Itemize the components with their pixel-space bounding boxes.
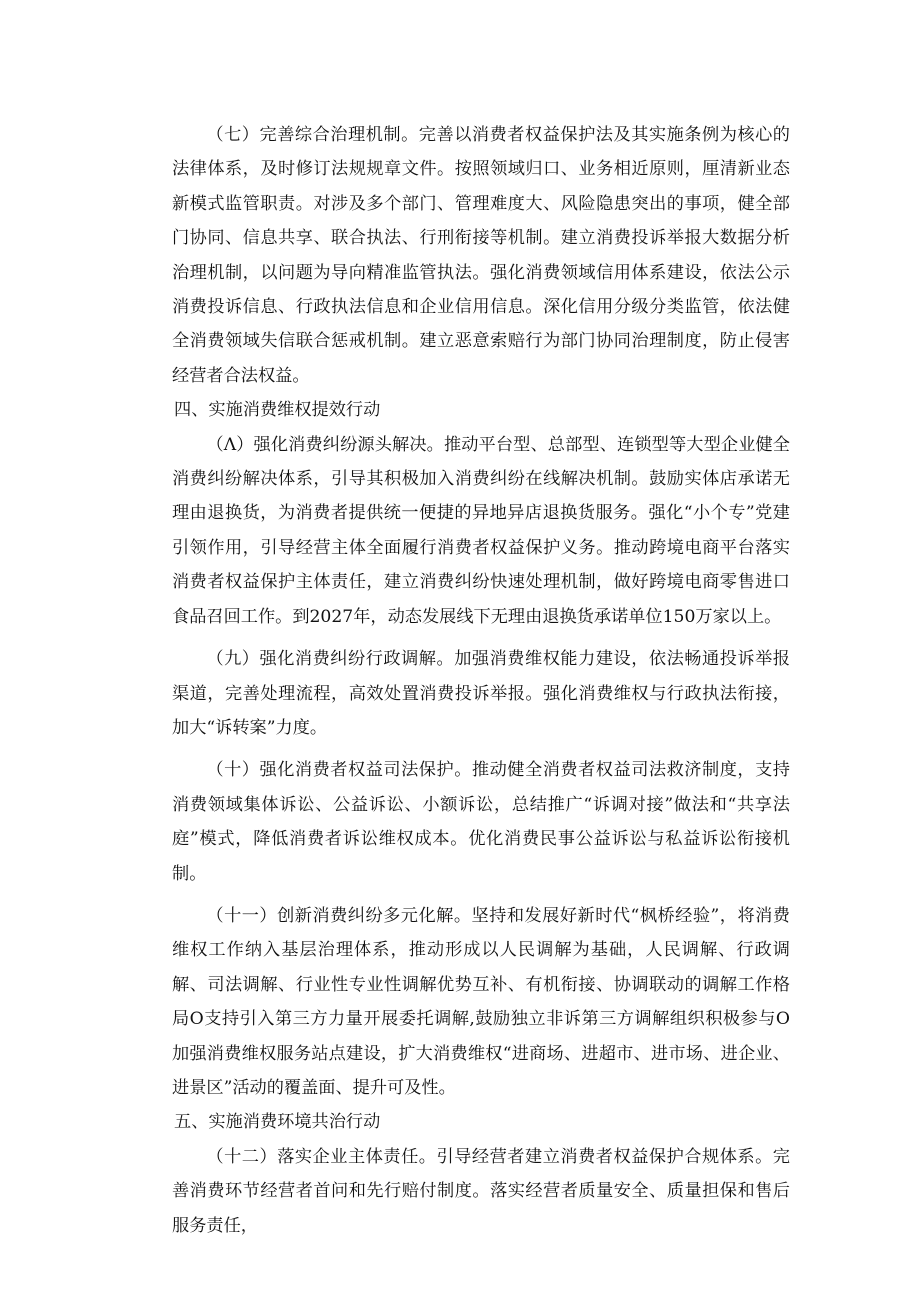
paragraph-8: （Λ）强化消费纠纷源头解决。推动平台型、总部型、连锁型等大型企业健全消费纠纷解决体系，引导其积极加入消费纠纷在线解决机制。鼓励实体店承诺无理由退换货，为消费者提供统一便捷的异地异店退换货服务。强化“小个专”党建引领作用，引导经营主体全面履行消费者权益保护义务。推动跨境电商平台落实消费者权益保护主体责任，建立消费纠纷快速处理机制，做好跨境电商零售进口食品召回工作。到2027年，动态发展线下无理由退换货承诺单位150万家以上。 [172, 434, 790, 627]
paragraph-12: （十二）落实企业主体责任。引导经营者建立消费者权益保护合规体系。完善消费环节经营者首问和先行赔付制度。落实经营者质量安全、质量担保和售后服务责任， [172, 1146, 790, 1236]
paragraph-11: （十一）创新消费纠纷多元化解。坚持和发展好新时代“枫桥经验”，将消费维权工作纳入基层治理体系，推动形成以人民调解为基础，人民调解、行政调解、司法调解、行业性专业性调解优势互补、有机衔接、协调联动的调解工作格局O支持引入第三方力量开展委托调解,鼓励独立非诉第三方调解组织积极参与O加强消费维权服务站点建设，扩大消费维权“进商场、进超市、进市场、进企业、进景区”活动的覆盖面、提升可及性。 [172, 905, 790, 1098]
paragraph-7: （七）完善综合治理机制。完善以消费者权益保护法及其实施条例为核心的法律体系，及时修订法规规章文件。按照领域归口、业务相近原则，厘清新业态新模式监管职责。对涉及多个部门、管理难度大、风险隐患突出的事项，健全部门协同、信息共享、联合执法、行刑衔接等机制。建立消费投诉举报大数据分析治理机制，以问题为导向精准监管执法。强化消费领域信用体系建设，依法公示消费投诉信息、行政执法信息和企业信用信息。深化信用分级分类监管，依法健全消费领域失信联合惩戒机制。建立恶意索赔行为部门协同治理制度，防止侵害经营者合法权益。 [172, 125, 790, 386]
paragraph-10: （十）强化消费者权益司法保护。推动健全消费者权益司法救济制度，支持消费领域集体诉讼、公益诉讼、小额诉讼，总结推广“诉调对接”做法和“共享法庭”模式，降低消费者诉讼维权成本。优化消费民事公益诉讼与私益诉讼衔接机制。 [172, 760, 790, 884]
section-heading-4: 四、实施消费维权提效行动 [174, 400, 381, 421]
section-heading-5: 五、实施消费环境共治行动 [174, 1112, 381, 1133]
document-page [172, 118, 790, 1243]
paragraph-9: （九）强化消费纠纷行政调解。加强消费维权能力建设，依法畅通投诉举报渠道，完善处理流程，高效处置消费投诉举报。强化消费维权与行政执法衔接，加大“诉转案”力度。 [172, 649, 790, 738]
